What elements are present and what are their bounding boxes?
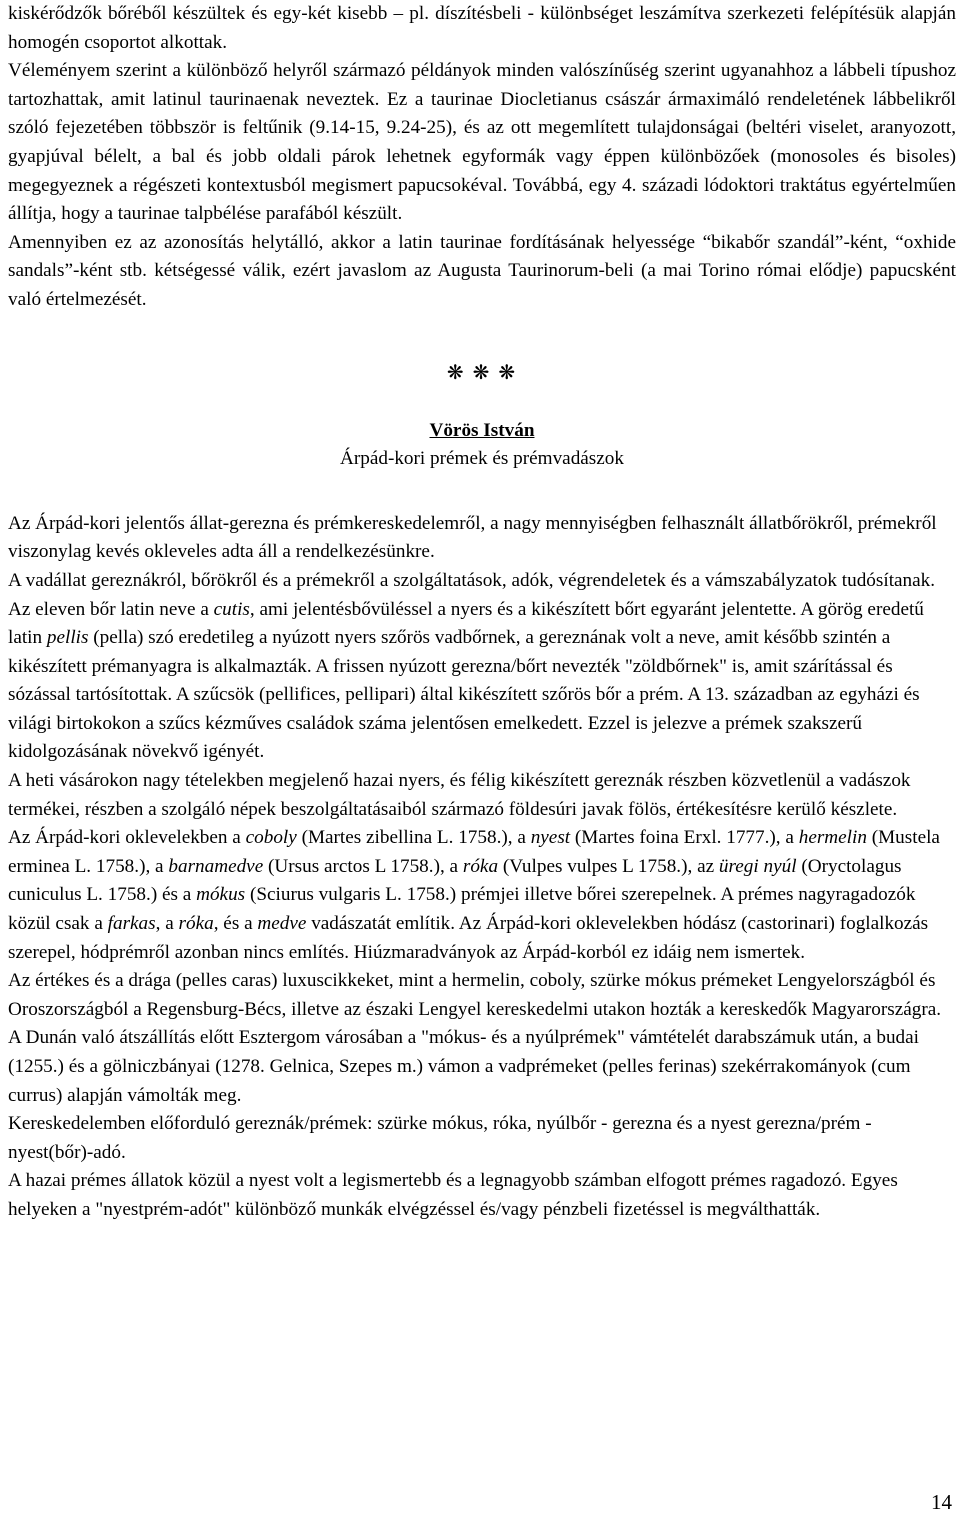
body-paragraph-terminology: A vadállat gereznákról, bőrökről és a prémekről a szolgáltatások, adók, végrendeletek és a vámszabályzatok tudósítanak. Az eleven bőr latin neve a cutis, ami jelentésbővüléssel a nyers és a kikészített bőrt egyaránt jelentette. A görög eredetű latin pellis (pella) szó eredetileg a nyúzott nyers szőrös vadbőrnek, a gereznának volt a neve, amit később szintén a kikészített prémanyagra is alkalmazták. A frissen nyúzott gerezna/bőrt nevezték "zöldbőrnek" is, amit szárítással és sózással tartósítottak. A szűcsök (pellifices, pellipari) által kikészített szőrös bőr a prém. A 13. században az egyházi és világi birtokokon a szűcs kézműves családok száma jelentősen emelkedett. Ezzel is jelezve a prémek szakszerű kidolgozásának növekvő igényét. xyxy=(8,569,936,763)
term-uregi-nyul: üregi nyúl xyxy=(718,855,797,877)
term-coboly: coboly xyxy=(245,827,297,849)
term-nyest: nyest xyxy=(530,827,571,849)
body-paragraph-intro: Az Árpád-kori jelentős állat-gerezna és prémkereskedelemről, a nagy mennyiségben felhasznált állatbőrökről, prémekről viszonylag kevés okleveles adta áll a rendelkezésünkre. xyxy=(8,512,937,563)
paragraph-continuation: kiskérődzők bőréből készültek és egy-két kisebb – pl. díszítésbeli - különbséget leszámítva szerkezeti felépítésük alapján homogén csoportot alkottak. xyxy=(8,3,956,53)
body-paragraph-species: Az Árpád-kori oklevelekben a coboly (Martes zibellina L. 1758.), a nyest (Martes foina Erxl. 1777.), a hermelin (Mustela erminea L. 1758.), a barnamedve (Ursus arctos L 1758.), a róka (Vulpes vulpes L 1758.), az üregi nyúl (Oryctolagus cuniculus L. 1758.) és a mókus (Sciurus vulgaris L. 1758.) prémjei illetve bőrei szerepelnek. A prémes nagyragadozók közül csak a farkas, a róka, és a medve vadászatát említik. Az Árpád-kori oklevelekben hódász (castorinari) foglalkozás szerepel, hódprémről azonban nincs említés. Hiúzmaradványok az Árpád-korból ez idáig nem ismertek. xyxy=(8,827,940,963)
term-cutis: cutis xyxy=(213,598,250,620)
page-number: 14 xyxy=(931,1490,952,1514)
term-roka-2: róka xyxy=(178,913,214,935)
term-farkas: farkas xyxy=(107,913,156,935)
term-medve: medve xyxy=(257,913,307,935)
body-paragraph-nyest: A hazai prémes állatok közül a nyest volt a legismertebb és a legnagyobb számban elfogott prémes ragadozó. Egyes helyeken a "nyestprém-adót" különböző munkák elvégzéssel és/vagy pénzbeli fizetéssel is megválthatták. xyxy=(8,1170,898,1220)
term-pellis: pellis xyxy=(46,627,89,649)
term-mokus: mókus xyxy=(196,884,246,906)
section-separator: ❋ ❋ ❋ xyxy=(446,361,518,384)
article-title: Árpád-kori prémek és prémvadászok xyxy=(340,448,624,470)
document-page xyxy=(8,0,956,1225)
body-paragraph-markets: A heti vásárokon nagy tételekben megjelenő hazai nyers, és félig kikészített gereznák részben közvetlenül a vadászok termékei, részben a szolgáló népek beszolgáltatásaiból származó földesúri javak fölös, értékesítésre kerülő készlete. xyxy=(8,770,911,820)
term-roka: róka xyxy=(462,855,499,877)
paragraph-taurinae-interpretation: Véleményem szerint a különböző helyről származó példányok minden valószínűség szerint ugyanahhoz a lábbeli típushoz tartozhattak, amit latinul taurinaenak neveztek. Ez a taurinae Diocletianus császár ármaximáló rendeletének lábbelikről szóló fejezetében többször is feltűnik (9.14-15, 9.24-25), és az ott megemlített tulajdonságai (beltéri viselet, aranyozott, gyapjúval bélelt, a bal és jobb oldali párok lehetnek egyformák vagy éppen különbözőek (monosoles és bisoles) megegyeznek a régészeti kontextusból megismert papucsokéval. Továbbá, egy 4. századi lódoktori traktátus egyértelműen állítja, hogy a taurinae talpbélése parafából készült. xyxy=(8,60,956,225)
paragraph-taurinae-conclusion: Amennyiben ez az azonosítás helytálló, akkor a latin taurinae fordításának helyessége “bikabőr szandál”-ként, “oxhide sandals”-ként stb. kétségessé válik, ezért javaslom az Augusta Taurinorum-beli (a mai Torino római elődje) papucsként való értelmezését. xyxy=(8,231,956,310)
body-paragraph-trade-routes: Az értékes és a drága (pelles caras) luxuscikkeket, mint a hermelin, coboly, szürke mókus prémeket Lengyelországból és Oroszországból a Regensburg-Bécs, illetve az északi Lengyel kereskedelmi utakon hozták a kereskedők Magyarországra. A Dunán való átszállítás előtt Esztergom városában a "mókus- és a nyúlprémek" vámtételét darabszámuk után, a budai (1255.) és a gölniczbányai (1278. Gelnica, Szepes m.) vámon a vadprémeket (pelles ferinas) szekérrakományok (cum currus) alapján vámolták meg. xyxy=(8,970,942,1106)
body-paragraph-traded-furs: Kereskedelemben előforduló gereznák/prémek: szürke mókus, róka, nyúlbőr - gerezna és a nyest gerezna/prém - nyest(bőr)-adó. xyxy=(8,1113,872,1163)
article-author: Vörös István xyxy=(429,419,535,441)
term-hermelin: hermelin xyxy=(798,827,867,849)
term-barnamedve: barnamedve xyxy=(168,855,264,877)
